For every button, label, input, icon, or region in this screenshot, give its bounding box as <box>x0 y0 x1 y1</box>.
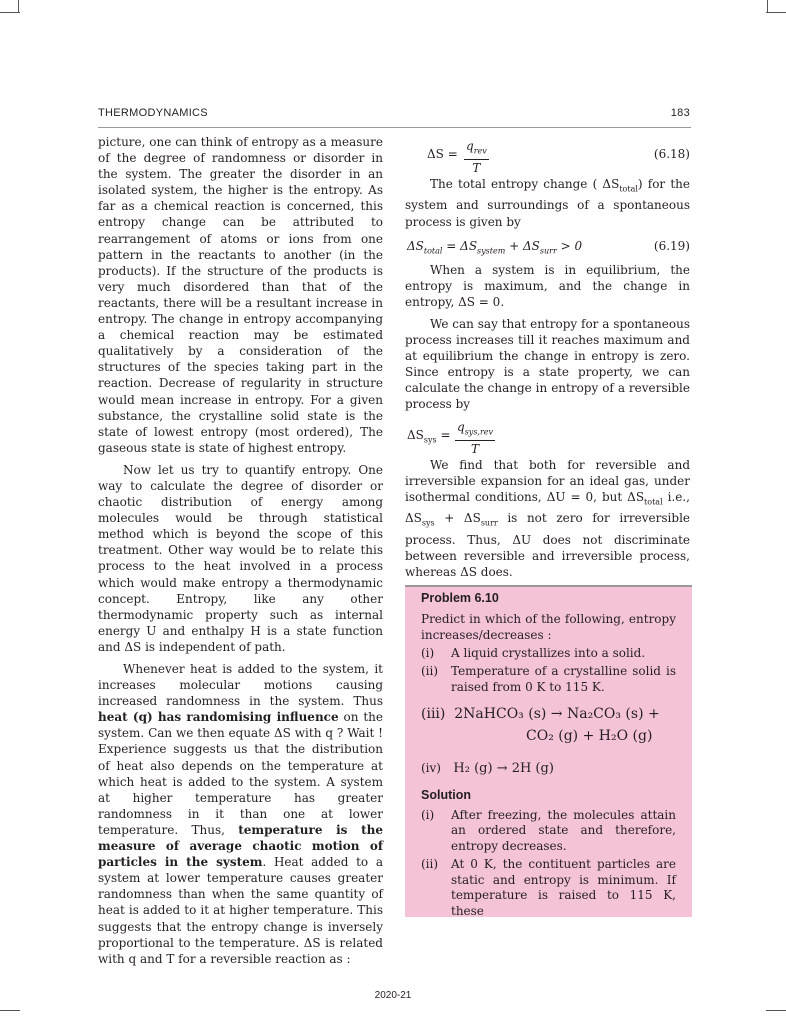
equation-6-18: ΔS = $q_{rev}$ T (6.18) <box>427 139 690 176</box>
problem-item: (ii) Temperature of a crystalline solid is raised from 0 K to 115 K. <box>421 664 676 694</box>
reaction-iii: (iii) 2NaHCO₃ (s) → Na₂CO₃ (s) + CO₂ (g) + H₂O (g) <box>421 706 660 745</box>
bold-phrase: heat (q) has randomising influence <box>98 710 339 725</box>
bold-phrase: temperature is the measure of average chaotic motion of particles in the system <box>98 822 383 870</box>
paragraph: The total entropy change ( $\Delta S_{total}$) for the system and surroundings of a spontaneous process is given by <box>405 177 690 229</box>
paragraph: Whenever heat is added to the system, it increases molecular motions causing increased randomness in the system. Thus heat (q) has randomising influence on the system. Can we then equate ΔS with q ? Wait ! Experience suggests us that the distribution of heat also depends on the temperature at which heat is added to the system. A system at higher temperature has greater randomness in it than one at lower temperature. Thus, temperature is the measure of average chaotic motion of particles in the system. Heat added to a system at lower temperature causes greater randomness than when the same quantity of heat is added to it at higher temperature. This suggests that the entropy change is inversely proportional to the temperature. ΔS is related with q and T for a reversible reaction as : <box>98 662 383 966</box>
crop-mark <box>767 0 768 12</box>
problem-box-top-rule <box>405 585 692 587</box>
paragraph: We can say that entropy for a spontaneous process increases till it reaches maximum and at equilibrium the change in entropy is zero. Since entropy is a state property, we can calculate the change in entropy of a reversible process by <box>405 316 690 412</box>
left-column <box>98 134 383 973</box>
running-header: THERMODYNAMICS <box>98 107 208 119</box>
reaction-iv: (iv) H₂ (g) → 2H (g) <box>421 761 554 777</box>
page-number: 183 <box>670 107 690 119</box>
paragraph: When a system is in equilibrium, the entropy is maximum, and the change in entropy, ΔS = 0. <box>405 262 690 309</box>
problem-item: (i) A liquid crystallizes into a solid. <box>421 645 646 660</box>
problem-box <box>405 585 692 917</box>
right-column <box>405 134 690 586</box>
equation-number: (6.18) <box>653 147 690 161</box>
footer-year: 2020-21 <box>374 990 412 1001</box>
crop-mark <box>766 1010 786 1011</box>
crop-mark <box>18 0 19 12</box>
solution-title: Solution <box>421 788 471 803</box>
problem-intro: Predict in which of the following, entropy increases/decreases : <box>421 611 676 642</box>
paragraph: picture, one can think of entropy as a measure of the degree of randomness or disorder in the system. The greater the disorder in an isolated system, the higher is the entropy. As far as a chemical reaction is concerned, this entropy change can be attributed to rearrangement of atoms or ions from one pattern in the reactants to another (in the products). If the structure of the products is very much disordered than that of the reactants, there will be a resultant increase in entropy. The change in entropy accompanying a chemical reaction may be estimated qualitatively by a consideration of the structures of the species taking part in the reaction. Decrease of regularity in structure would mean increase in entropy. For a given substance, the crystalline solid state is the state of lowest entropy (most ordered), The gaseous state is state of highest entropy. <box>98 135 383 455</box>
crop-mark <box>0 1010 20 1011</box>
equation-delta-s-sys: $\Delta S_{sys}$ = $q_{sys,rev}$ T <box>407 419 494 456</box>
problem-title: Problem 6.10 <box>421 591 499 605</box>
solution-item: (ii) At 0 K, the contituent particles are static and entropy is minimum. If temperature is raised to 115 K, these <box>421 857 676 918</box>
equation-6-19: $\Delta S_{total} = \Delta S_{system} + \Delta S_{surr} > 0$ (6.19) <box>407 238 690 256</box>
crop-mark <box>0 12 20 13</box>
paragraph: We find that both for reversible and irreversible expansion for an ideal gas, under isothermal conditions, ΔU = 0, but $\Delta S_{total}$ i.e., $\Delta S_{sys} + \Delta S_{surr}$ is not zero for irreversible process. Thus, ΔU does not discriminate between reversible and irreversible process, whereas ΔS does. <box>405 457 691 579</box>
solution-item: (i) After freezing, the molecules attain an ordered state and therefore, entropy decreases. <box>421 807 676 853</box>
paragraph: Now let us try to quantify entropy. One way to calculate the degree of disorder or chaotic distribution of energy among molecules would be through statistical method which is beyond the scope of this treatment. Other way would be to relate this process to the heat involved in a process which would make entropy a thermodynamic concept. Entropy, like any other thermodynamic property such as internal energy U and enthalpy H is a state function and ΔS is independent of path. <box>98 462 383 654</box>
equation-number: (6.19) <box>653 238 690 253</box>
crop-mark <box>766 12 786 13</box>
header-rule <box>98 127 691 128</box>
